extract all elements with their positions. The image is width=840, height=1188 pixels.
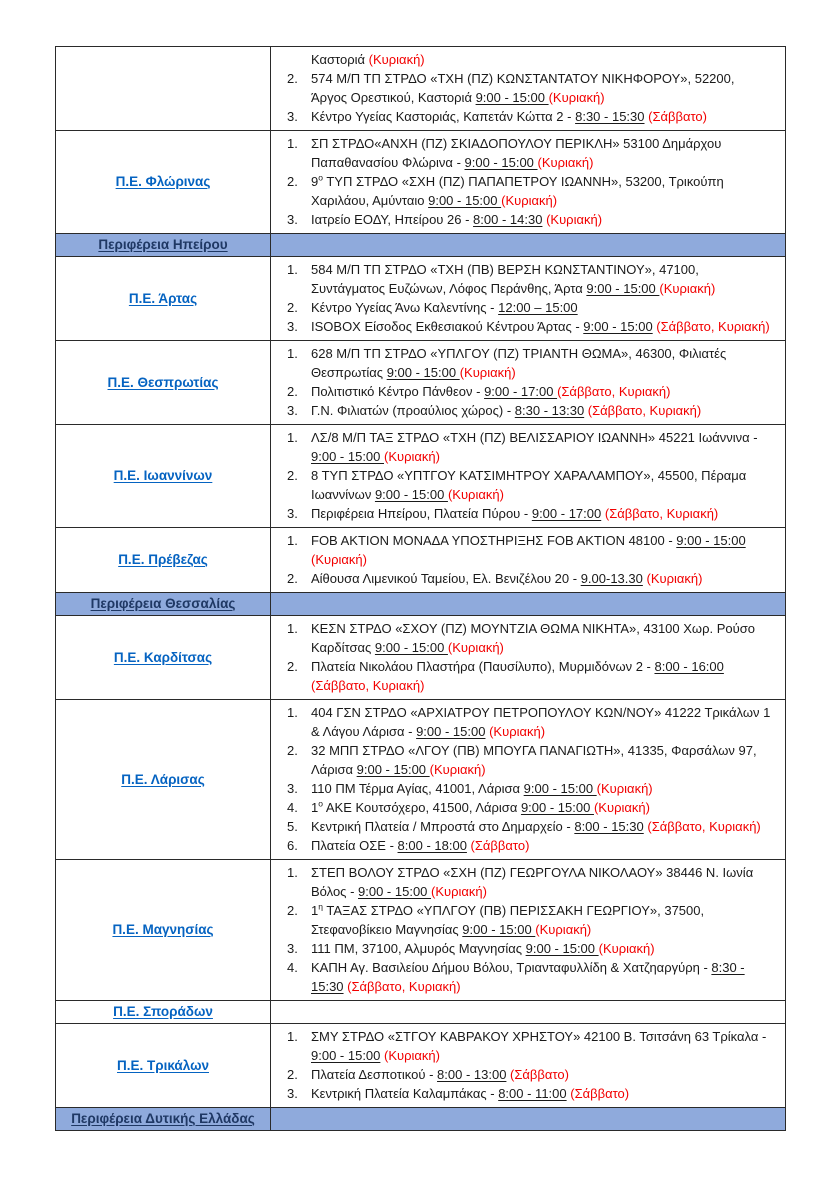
region-cell	[56, 616, 271, 699]
item-number: 2.	[287, 659, 298, 674]
location-text: ΚΑΠΗ Αγ. Βασιλείου Δήμου Βόλου, Τριανταφυλλίδη & Χατζηαργύρη - 8:30 - 15:30 (Σάββατο, Κυριακή)	[311, 960, 745, 994]
item-number: 1.	[287, 533, 298, 548]
location-item	[271, 531, 779, 569]
item-number: 2.	[287, 903, 298, 918]
region-header-row	[56, 234, 786, 257]
location-text: ΛΣ/8 Μ/Π ΤΑΞ ΣΤΡΔΟ «ΤΧΗ (ΠΖ) ΒΕΛΙΣΣΑΡΙΟΥ ΙΩΑΝΝΗ» 45221 Ιωάννινα - 9:00 - 15:00 (Κυριακή)	[311, 430, 758, 464]
location-text: FOB AKTION ΜΟΝΑΔΑ ΥΠΟΣΤΗΡΙΞΗΣ FOB AKTION 48100 - 9:00 - 15:00 (Κυριακή)	[311, 533, 746, 567]
locations-cell	[271, 1108, 786, 1130]
item-number: 1.	[287, 705, 298, 720]
item-number: 1.	[287, 865, 298, 880]
location-text: Πλατεία ΟΣΕ - 8:00 - 18:00 (Σάββατο)	[311, 838, 530, 853]
locations-cell	[271, 234, 786, 256]
region-link[interactable]: Π.Ε. Μαγνησίας	[112, 922, 214, 937]
location-text: 32 ΜΠΠ ΣΤΡΔΟ «ΛΓΟΥ (ΠΒ) ΜΠΟΥΓΑ ΠΑΝΑΓΙΩΤΗ», 41335, Φαρσάλων 97, Λάρισα 9:00 - 15:00 (Κυριακή)	[311, 743, 757, 777]
item-number: 2.	[287, 743, 298, 758]
region-link[interactable]: Π.Ε. Σποράδων	[113, 1004, 213, 1019]
location-item	[271, 836, 779, 855]
region-link[interactable]: Π.Ε. Ιωαννίνων	[113, 468, 213, 483]
locations-cell	[271, 131, 786, 233]
item-number: 2.	[287, 468, 298, 483]
item-number: 1.	[287, 621, 298, 636]
region-cell	[56, 1024, 271, 1107]
location-item	[271, 817, 779, 836]
location-item	[271, 1065, 779, 1084]
location-item	[271, 107, 779, 126]
location-text: ISOBOX Είσοδος Εκθεσιακού Κέντρου Άρτας - 9:00 - 15:00 (Σάββατο, Κυριακή)	[311, 319, 770, 334]
item-number: 1.	[287, 136, 298, 151]
item-number: 1.	[287, 262, 298, 277]
item-number: 2.	[287, 300, 298, 315]
region-link[interactable]: Π.Ε. Πρέβεζας	[118, 552, 208, 567]
locations-cell	[271, 1001, 786, 1023]
table-row	[56, 528, 786, 593]
location-item	[271, 69, 779, 107]
location-text: ΣΤΕΠ ΒΟΛΟΥ ΣΤΡΔΟ «ΣΧΗ (ΠΖ) ΓΕΩΡΓΟΥΛΑ ΝΙΚΟΛΑΟΥ» 38446 Ν. Ιωνία Βόλος - 9:00 - 15:00 (Κυριακή)	[311, 865, 754, 899]
locations-cell	[271, 425, 786, 527]
locations-cell	[271, 47, 786, 130]
location-item	[271, 1027, 779, 1065]
region-header-link[interactable]: Περιφέρεια Θεσσαλίας	[90, 596, 236, 611]
table-row	[56, 131, 786, 234]
region-header-link[interactable]: Περιφέρεια Δυτικής Ελλάδας	[71, 1111, 255, 1126]
item-number: 3.	[287, 109, 298, 124]
item-number: 3.	[287, 781, 298, 796]
location-item	[271, 210, 779, 229]
locations-cell	[271, 593, 786, 615]
item-number: 1.	[287, 346, 298, 361]
item-number: 3.	[287, 212, 298, 227]
location-text: 110 ΠΜ Τέρμα Αγίας, 41001, Λάρισα 9:00 - 15:00 (Κυριακή)	[311, 781, 653, 796]
table-row	[56, 257, 786, 341]
location-text: Κέντρο Υγείας Καστοριάς, Καπετάν Κώττα 2 - 8:30 - 15:30 (Σάββατο)	[311, 109, 707, 124]
location-text: Καστοριά (Κυριακή)	[311, 52, 425, 67]
region-cell	[56, 425, 271, 527]
location-item	[271, 657, 779, 695]
location-item	[271, 569, 779, 588]
location-text: ΣΜΥ ΣΤΡΔΟ «ΣΤΓΟΥ ΚΑΒΡΑΚΟΥ ΧΡΗΣΤΟΥ» 42100 Β. Τσιτσάνη 63 Τρίκαλα - 9:00 - 15:00 (Κυριακή)	[311, 1029, 767, 1063]
region-cell	[56, 257, 271, 340]
locations-cell	[271, 257, 786, 340]
item-number	[271, 50, 311, 69]
table-row	[56, 47, 786, 131]
item-number: 3.	[287, 403, 298, 418]
region-header-row	[56, 1108, 786, 1131]
region-cell	[56, 234, 271, 256]
location-text: Περιφέρεια Ηπείρου, Πλατεία Πύρου - 9:00 - 17:00 (Σάββατο, Κυριακή)	[311, 506, 719, 521]
location-text: Γ.Ν. Φιλιατών (προαύλιος χώρος) - 8:30 - 13:30 (Σάββατο, Κυριακή)	[311, 403, 702, 418]
locations-cell	[271, 528, 786, 592]
table-row	[56, 700, 786, 860]
item-number: 6.	[287, 838, 298, 853]
locations-cell	[271, 700, 786, 859]
item-number: 5.	[287, 819, 298, 834]
item-number: 1.	[287, 1029, 298, 1044]
location-text: $1^o$ ΑΚΕ Κουτσόχερο, 41500, Λάρισα 9:00 - 15:00 (Κυριακή)	[311, 798, 650, 815]
location-item	[271, 939, 779, 958]
location-text: Πολιτιστικό Κέντρο Πάνθεον - 9:00 - 17:00 (Σάββατο, Κυριακή)	[311, 384, 671, 399]
location-text: $9^o$ ΤΥΠ ΣΤΡΔΟ «ΣΧΗ (ΠΖ) ΠΑΠΑΠΕΤΡΟΥ ΙΩΑΝΝΗ», 53200, Τρικούπη Χαριλάου, Αμύνταιο 9:00 - 15:00 (Κυριακή)	[311, 172, 724, 208]
location-item	[271, 134, 779, 172]
table-row	[56, 425, 786, 528]
location-text: $1^\eta$ ΤΑΞΑΣ ΣΤΡΔΟ «ΥΠΛΓΟΥ (ΠΒ) ΠΕΡΙΣΣΑΚΗ ΓΕΩΡΓΙΟΥ», 37500, Στεφανοβίκειο Μαγνησίας 9:00 - 15:00 (Κυριακή)	[311, 901, 705, 937]
region-link[interactable]: Π.Ε. Φλώρινας	[115, 174, 211, 189]
location-item	[271, 260, 779, 298]
item-number: 2.	[287, 384, 298, 399]
item-number: 1.	[287, 430, 298, 445]
location-item	[271, 50, 779, 69]
location-item	[271, 298, 779, 317]
location-item	[271, 317, 779, 336]
location-item	[271, 703, 779, 741]
location-text: Αίθουσα Λιμενικού Ταμείου, Ελ. Βενιζέλου 20 - 9.00-13.30 (Κυριακή)	[311, 571, 703, 586]
region-header-link[interactable]: Περιφέρεια Ηπείρου	[98, 237, 228, 252]
location-item	[271, 401, 779, 420]
region-link[interactable]: Π.Ε. Λάρισας	[121, 771, 205, 787]
region-cell	[56, 528, 271, 592]
region-cell	[56, 341, 271, 424]
region-link[interactable]: Π.Ε. Άρτας	[128, 290, 198, 306]
item-number: 4.	[287, 800, 298, 815]
location-text: 111 ΠΜ, 37100, Αλμυρός Μαγνησίας 9:00 - 15:00 (Κυριακή)	[311, 941, 655, 956]
location-text: 8 ΤΥΠ ΣΤΡΔΟ «ΥΠΤΓΟΥ ΚΑΤΣΙΜΗΤΡΟΥ ΧΑΡΑΛΑΜΠΟΥ», 45500, Πέραμα Ιωαννίνων 9:00 - 15:00 (Κυριακή)	[311, 468, 747, 502]
location-item	[271, 779, 779, 798]
table-row	[56, 1001, 786, 1024]
location-item	[271, 428, 779, 466]
location-item	[271, 798, 779, 817]
region-cell	[56, 131, 271, 233]
location-text: Πλατεία Δεσποτικού - 8:00 - 13:00 (Σάββατο)	[311, 1067, 569, 1082]
region-link[interactable]: Π.Ε. Καρδίτσας	[113, 649, 213, 665]
item-number: 2.	[287, 174, 298, 189]
region-link[interactable]: Π.Ε. Τρικάλων	[117, 1057, 209, 1073]
table-row	[56, 860, 786, 1001]
item-number: 2.	[287, 571, 298, 586]
location-text: Πλατεία Νικολάου Πλαστήρα (Παυσίλυπο), Μυρμιδόνων 2 - 8:00 - 16:00 (Σάββατο, Κυριακή)	[311, 659, 724, 693]
location-text: ΚΕΣΝ ΣΤΡΔΟ «ΣΧΟΥ (ΠΖ) ΜΟΥΝΤΖΙΑ ΘΩΜΑ ΝΙΚΗΤΑ», 43100 Χωρ. Ρούσο Καρδίτσας 9:00 - 15:00 (Κυριακή)	[311, 621, 755, 655]
location-item	[271, 344, 779, 382]
locations-cell	[271, 860, 786, 1000]
location-item	[271, 901, 779, 939]
location-item	[271, 863, 779, 901]
location-item	[271, 172, 779, 210]
locations-cell	[271, 341, 786, 424]
locations-table	[55, 46, 786, 1131]
table-row	[56, 1024, 786, 1108]
location-text: 404 ΓΣΝ ΣΤΡΔΟ «ΑΡΧΙΑΤΡΟΥ ΠΕΤΡΟΠΟΥΛΟΥ ΚΩΝ/ΝΟΥ» 41222 Τρικάλων 1 & Λάγου Λάρισα - 9:00 - 15:00 (Κυριακή)	[311, 705, 771, 739]
region-cell	[56, 1108, 271, 1130]
location-item	[271, 382, 779, 401]
table-row	[56, 616, 786, 700]
table-row	[56, 341, 786, 425]
location-text: ΣΠ ΣΤΡΔΟ«ΑΝΧΗ (ΠΖ) ΣΚΙΑΔΟΠΟΥΛΟΥ ΠΕΡΙΚΛΗ» 53100 Δημάρχου Παπαθανασίου Φλώρινα - 9:00 - 15:00 (Κυριακή)	[311, 136, 722, 170]
item-number: 3.	[287, 1086, 298, 1101]
region-header-row	[56, 593, 786, 616]
location-item	[271, 741, 779, 779]
region-cell	[56, 700, 271, 859]
item-number: 2.	[287, 1067, 298, 1082]
location-text: 628 Μ/Π ΤΠ ΣΤΡΔΟ «ΥΠΛΓΟΥ (ΠΖ) ΤΡΙΑΝΤΗ ΘΩΜΑ», 46300, Φιλιατές Θεσπρωτίας 9:00 - 15:00 (Κυριακή)	[311, 346, 727, 380]
item-number: 3.	[287, 941, 298, 956]
item-number: 3.	[287, 506, 298, 521]
region-cell	[56, 1001, 271, 1023]
region-cell	[56, 593, 271, 615]
locations-cell	[271, 616, 786, 699]
location-item	[271, 1084, 779, 1103]
location-text: Κεντρική Πλατεία Καλαμπάκας - 8:00 - 11:00 (Σάββατο)	[311, 1086, 630, 1101]
region-cell	[56, 860, 271, 1000]
region-cell	[56, 47, 271, 130]
location-text: 584 Μ/Π ΤΠ ΣΤΡΔΟ «ΤΧΗ (ΠΒ) ΒΕΡΣΗ ΚΩΝΣΤΑΝΤΙΝΟΥ», 47100, Συντάγματος Ευζώνων, Λόφος Περάνθης, Άρτα 9:00 - 15:00 (Κυριακή)	[311, 262, 716, 296]
location-item	[271, 619, 779, 657]
location-text: Κεντρική Πλατεία / Μπροστά στο Δημαρχείο - 8:00 - 15:30 (Σάββατο, Κυριακή)	[311, 819, 761, 834]
locations-cell	[271, 1024, 786, 1107]
location-item	[271, 958, 779, 996]
location-text: Ιατρείο ΕΟΔΥ, Ηπείρου 26 - 8:00 - 14:30 (Κυριακή)	[311, 212, 603, 227]
location-text: 574 Μ/Π ΤΠ ΣΤΡΔΟ «ΤΧΗ (ΠΖ) ΚΩΝΣΤΑΝΤΑΤΟΥ ΝΙΚΗΦΟΡΟΥ», 52200, Άργος Ορεστικού, Καστοριά 9:00 - 15:00 (Κυριακή)	[311, 71, 735, 105]
item-number: 3.	[287, 319, 298, 334]
location-item	[271, 504, 779, 523]
location-item	[271, 466, 779, 504]
item-number: 2.	[287, 71, 298, 86]
location-text: Κέντρο Υγείας Άνω Καλεντίνης - 12:00 – 15:00	[311, 300, 578, 315]
item-number: 4.	[287, 960, 298, 975]
region-link[interactable]: Π.Ε. Θεσπρωτίας	[107, 374, 219, 390]
